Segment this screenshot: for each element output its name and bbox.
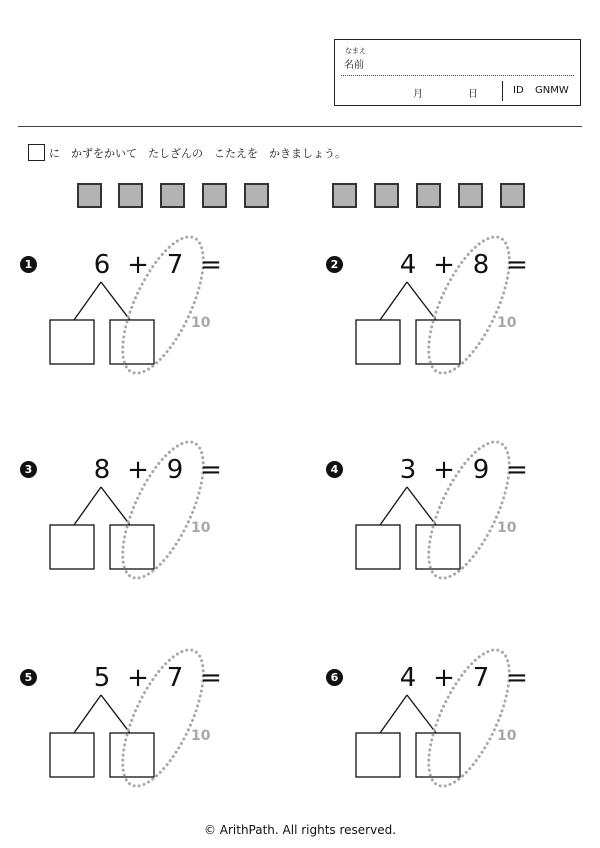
split-line-left — [74, 487, 101, 525]
addend-b: 9 — [472, 455, 490, 485]
equals-sign: = — [506, 250, 528, 280]
split-line-right — [101, 695, 130, 733]
copyright-footer: © ArithPath. All rights reserved. — [203, 823, 397, 837]
addend-b: 8 — [472, 250, 490, 280]
answer-box-left[interactable] — [356, 525, 400, 569]
answer-box-right[interactable] — [110, 525, 154, 569]
ten-hint: 10 — [191, 520, 211, 536]
answer-box-left[interactable] — [356, 320, 400, 364]
answer-box-right[interactable] — [416, 320, 460, 364]
name-label: 名前 — [344, 60, 364, 71]
answer-box-left[interactable] — [50, 733, 94, 777]
ten-hint: 10 — [191, 315, 211, 331]
problem-number-badge: 6 — [326, 669, 343, 686]
equals-sign: = — [506, 455, 528, 485]
addend-b: 7 — [472, 663, 490, 693]
split-line-right — [101, 487, 130, 525]
problem-number-badge: 1 — [20, 256, 37, 273]
split-line-right — [101, 282, 130, 320]
split-line-left — [74, 695, 101, 733]
addend-a: 6 — [93, 250, 111, 280]
ten-hint: 10 — [191, 728, 211, 744]
ten-hint: 10 — [497, 728, 517, 744]
problem-number-badge: 3 — [20, 461, 37, 478]
addend-b: 7 — [166, 250, 184, 280]
split-line-right — [407, 487, 436, 525]
ten-hint: 10 — [497, 315, 517, 331]
answer-box-left[interactable] — [50, 320, 94, 364]
equals-sign: = — [200, 455, 222, 485]
addend-b: 9 — [166, 455, 184, 485]
plus-sign: + — [433, 455, 455, 485]
plus-sign: + — [433, 250, 455, 280]
id-value: GNMW — [535, 85, 569, 96]
day-label: 日 — [468, 89, 478, 100]
problem-number-badge: 5 — [20, 669, 37, 686]
addend-b: 7 — [166, 663, 184, 693]
addend-a: 5 — [93, 663, 111, 693]
split-line-left — [380, 282, 407, 320]
plus-sign: + — [127, 250, 149, 280]
equals-sign: = — [200, 663, 222, 693]
problem-number-badge: 4 — [326, 461, 343, 478]
ten-hint: 10 — [497, 520, 517, 536]
answer-box-left[interactable] — [50, 525, 94, 569]
addend-a: 4 — [399, 663, 417, 693]
split-line-left — [74, 282, 101, 320]
answer-box-right[interactable] — [110, 320, 154, 364]
split-line-right — [407, 282, 436, 320]
answer-box-right[interactable] — [416, 525, 460, 569]
instruction-text: に かずをかいて たしざんの こたえを かきましょう。 — [49, 147, 346, 160]
addend-a: 8 — [93, 455, 111, 485]
split-line-left — [380, 695, 407, 733]
answer-box-right[interactable] — [416, 733, 460, 777]
split-line-left — [380, 487, 407, 525]
split-line-right — [407, 695, 436, 733]
name-ruby: なまえ — [345, 47, 366, 55]
equals-sign: = — [200, 250, 222, 280]
answer-box-left[interactable] — [356, 733, 400, 777]
month-label: 月 — [413, 89, 423, 100]
answer-box-right[interactable] — [110, 733, 154, 777]
addend-a: 4 — [399, 250, 417, 280]
plus-sign: + — [127, 455, 149, 485]
equals-sign: = — [506, 663, 528, 693]
plus-sign: + — [433, 663, 455, 693]
plus-sign: + — [127, 663, 149, 693]
problem-number-badge: 2 — [326, 256, 343, 273]
addend-a: 3 — [399, 455, 417, 485]
id-label: ID — [513, 85, 524, 96]
